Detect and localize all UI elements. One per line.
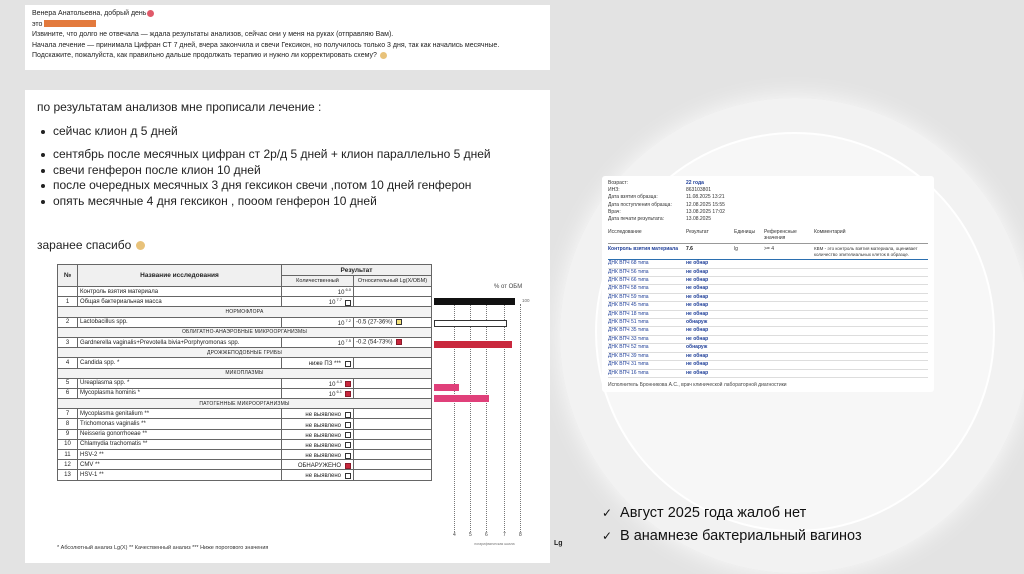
status-indicator	[396, 339, 402, 345]
row-rel	[354, 358, 432, 368]
row-name: HSV-2 **	[78, 450, 282, 460]
row-num: 6	[58, 388, 78, 398]
report-row: ДНК ВПЧ 68 типа не обнар	[608, 260, 928, 268]
col-num: №	[58, 265, 78, 287]
row-num: 2	[58, 317, 78, 327]
row-qty: не выявлено	[282, 409, 354, 419]
notes-item: свечи генферон после клион 10 дней	[37, 163, 491, 179]
row-qty: $10^{4.3}$	[282, 378, 354, 388]
row-rel	[354, 287, 432, 297]
thanks-text: заранее спасибо	[37, 238, 132, 252]
row-num: 12	[58, 460, 78, 470]
notes-item: после очередных месячных 3 дня гексикон свечи ,потом 10 дней генферон	[37, 178, 491, 194]
result-bar	[434, 320, 507, 327]
row-qty: не выявлено	[282, 470, 354, 480]
row-name: Ureaplasma spp. *	[78, 378, 282, 388]
report-field: Возраст: 22 года	[608, 180, 704, 186]
treatment-notes	[37, 100, 491, 209]
report-row: ДНК ВПЧ 52 типа обнаруж	[608, 344, 928, 352]
conclusions	[602, 502, 862, 548]
report-row: ДНК ВПЧ 59 типа не обнар	[608, 294, 928, 302]
grid-line	[504, 304, 505, 532]
row-qty: $10^{7.7}$	[282, 297, 354, 307]
row-name: HSV-1 **	[78, 470, 282, 480]
row-qty: $10^{7.5}$	[282, 337, 354, 347]
checkmark-icon: ✓	[602, 506, 613, 520]
row-qty: ОБНАРУЖЕНО	[282, 460, 354, 470]
row-qty: $10^{6.0}$	[282, 287, 354, 297]
row-rel	[354, 419, 432, 429]
status-indicator	[345, 391, 351, 397]
report-row: ДНК ВПЧ 18 типа не обнар	[608, 311, 928, 319]
row-rel	[354, 450, 432, 460]
row-name: Chlamydia trachomatis **	[78, 439, 282, 449]
report-field: ИНЗ: 863103801	[608, 187, 712, 194]
status-indicator	[345, 473, 351, 479]
col-qty: Количественный	[282, 276, 354, 287]
greeting: Венера Анатольевна, добрый день	[32, 10, 147, 17]
row-name: Lactobacillus spp.	[78, 317, 282, 327]
result-bar	[434, 298, 515, 305]
section-header: ДРОЖЖЕПОДОБНЫЕ ГРИБЫ	[58, 348, 432, 358]
row-name: Candida spp. *	[78, 358, 282, 368]
row-num: 10	[58, 439, 78, 449]
row-rel	[354, 460, 432, 470]
row-num: 9	[58, 429, 78, 439]
notes-list	[37, 147, 491, 209]
row-qty: не выявлено	[282, 419, 354, 429]
axis-caption: логарифмическая шкала	[474, 542, 515, 546]
status-indicator	[345, 381, 351, 387]
report-row: ДНК ВПЧ 51 типа обнаруж	[608, 319, 928, 327]
result-bar	[434, 395, 489, 402]
row-rel	[354, 470, 432, 480]
row-num	[58, 287, 78, 297]
col-name: Название исследования	[78, 265, 282, 287]
row-rel	[354, 388, 432, 398]
report-row: ДНК ВПЧ 56 типа не обнар	[608, 269, 928, 277]
report-row: ДНК ВПЧ 16 типа не обнар	[608, 370, 928, 378]
col-rel: Относительный Lg(X/ОБМ)	[354, 276, 432, 287]
praying-hands-icon	[380, 52, 387, 59]
lg-tick-label: 8	[519, 532, 522, 538]
message-line: Извините, что долго не отвечала — ждала результаты анализов, сейчас они у меня на руках (отправляю Вам).	[32, 31, 394, 38]
row-name: Контроль взятия материала	[78, 287, 282, 297]
row-num: 1	[58, 297, 78, 307]
row-qty: $10^{6.1}$	[282, 388, 354, 398]
lg-tick-label: 4	[453, 532, 456, 538]
row-name: Mycoplasma hominis *	[78, 388, 282, 398]
row-num: 13	[58, 470, 78, 480]
col-result: Результат	[282, 265, 432, 276]
report-footer: Исполнитель Бронникова А.С., врач клинической лабораторной диагностики	[608, 382, 787, 388]
report-field: Врач: 13.08.2025 17:02	[608, 208, 725, 215]
report-row: ДНК ВПЧ 31 типа не обнар	[608, 361, 928, 369]
row-num: 4	[58, 358, 78, 368]
row-qty: не выявлено	[282, 450, 354, 460]
row-rel	[354, 429, 432, 439]
row-name: Neisseria gonorrhoeae **	[78, 429, 282, 439]
section-header: МИКОПЛАЗМЫ	[58, 368, 432, 378]
grid-line	[520, 304, 521, 532]
row-num: 3	[58, 337, 78, 347]
report-row: ДНК ВПЧ 45 типа не обнар	[608, 302, 928, 310]
status-indicator	[396, 319, 402, 325]
conclusion-item: ✓ В анамнезе бактериальный вагиноз	[602, 525, 862, 548]
report-row: ДНК ВПЧ 58 типа не обнар	[608, 285, 928, 293]
this-label: это	[32, 20, 43, 28]
chat-message	[25, 5, 550, 70]
results-chart	[434, 264, 564, 547]
row-num: 5	[58, 378, 78, 388]
status-indicator	[345, 453, 351, 459]
section-header: НОРМОФЛОРА	[58, 307, 432, 317]
lab-footnote: * Абсолютный анализ Lg(X) ** Качественный анализ *** Ниже порогового значения	[57, 545, 269, 551]
report-row: ДНК ВПЧ 35 типа не обнар	[608, 327, 928, 335]
grid-line	[470, 304, 471, 532]
hpv-report	[602, 176, 934, 392]
result-bar	[434, 384, 459, 391]
status-indicator	[345, 463, 351, 469]
praying-hands-icon	[136, 241, 145, 250]
notes-item: опять месячные 4 дня гексикон , пооом генферон 10 дней	[37, 194, 491, 210]
message-line: Начала лечение — принимала Цифран СТ 7 дней, вчера закончила и свечи Гексикон, но получилось только 3 дня, так как начались месячные.	[32, 41, 500, 49]
pct-tick-label: 100	[522, 298, 530, 303]
report-field: Дата печати результата: 13.08.2025	[608, 216, 712, 223]
row-num: 7	[58, 409, 78, 419]
row-num: 8	[58, 419, 78, 429]
report-row: ДНК ВПЧ 39 типа не обнар	[608, 353, 928, 361]
report-header: Исследование Результат Единицы Референсные значения Комментарий	[608, 229, 928, 244]
status-indicator	[345, 422, 351, 428]
grid-line	[454, 304, 455, 532]
row-name: Mycoplasma genitalium **	[78, 409, 282, 419]
status-indicator	[345, 412, 351, 418]
status-indicator	[345, 300, 351, 306]
row-rel	[354, 378, 432, 388]
row-rel: -0.2 (54-73%)	[354, 337, 432, 347]
row-name: Gardnerella vaginalis+Prevotella bivia+Porphyromonas spp.	[78, 337, 282, 347]
notes-item: сентябрь после месячных цифран ст 2р/д 5 дней + клион параллельно 5 дней	[37, 147, 491, 163]
lg-tick-label: 5	[469, 532, 472, 538]
lg-tick-label: 7	[503, 532, 506, 538]
lab-table	[57, 264, 432, 481]
row-num: 11	[58, 450, 78, 460]
lg-axis-label: Lg	[554, 540, 563, 547]
row-rel	[354, 439, 432, 449]
conclusion-item: ✓ Август 2025 года жалоб нет	[602, 502, 862, 525]
status-indicator	[345, 361, 351, 367]
flower-emoji-icon	[147, 10, 154, 17]
status-indicator	[345, 432, 351, 438]
section-header: ПАТОГЕННЫЕ МИКРООРГАНИЗМЫ	[58, 399, 432, 409]
section-header: ОБЛИГАТНО-АНАЭРОБНЫЕ МИКРООРГАНИЗМЫ	[58, 327, 432, 337]
report-row: ДНК ВПЧ 33 типа не обнар	[608, 336, 928, 344]
row-rel	[354, 297, 432, 307]
report-control-row: Контроль взятия материала 7.6 lg >= 4 КВМ - это контроль взятия материала, оценивает количество эпителиальных клеток в образце.	[608, 244, 928, 260]
row-rel	[354, 409, 432, 419]
checkmark-icon: ✓	[602, 529, 613, 543]
result-bar	[434, 341, 512, 348]
row-qty: $10^{7.2}$	[282, 317, 354, 327]
redacted-block	[44, 20, 96, 27]
row-rel: -0.5 (27-36%)	[354, 317, 432, 327]
report-field: Дата поступления образца: 12.08.2025 15:55	[608, 201, 725, 208]
grid-line	[486, 304, 487, 532]
row-name: Общая бактериальная масса	[78, 297, 282, 307]
notes-intro: по результатам анализов мне прописали лечение :	[37, 100, 322, 114]
report-field: Дата взятия образца: 11.08.2025 13:21	[608, 194, 725, 201]
row-name: CMV **	[78, 460, 282, 470]
report-row: ДНК ВПЧ 66 типа не обнар	[608, 277, 928, 285]
chart-pct-label: % от ОБМ	[494, 284, 523, 290]
row-qty: не выявлено	[282, 439, 354, 449]
row-name: Trichomonas vaginalis **	[78, 419, 282, 429]
lab-results	[57, 264, 567, 558]
status-indicator	[345, 442, 351, 448]
document-page	[25, 90, 563, 563]
row-qty: ниже ПЗ ***	[282, 358, 354, 368]
notes-current: сейчас клион д 5 дней	[37, 124, 491, 140]
lg-tick-label: 6	[485, 532, 488, 538]
row-qty: не выявлено	[282, 429, 354, 439]
message-line: Подскажите, пожалуйста, как правильно дальше продолжать терапию и нужно ли корректировать схему?	[32, 52, 377, 59]
